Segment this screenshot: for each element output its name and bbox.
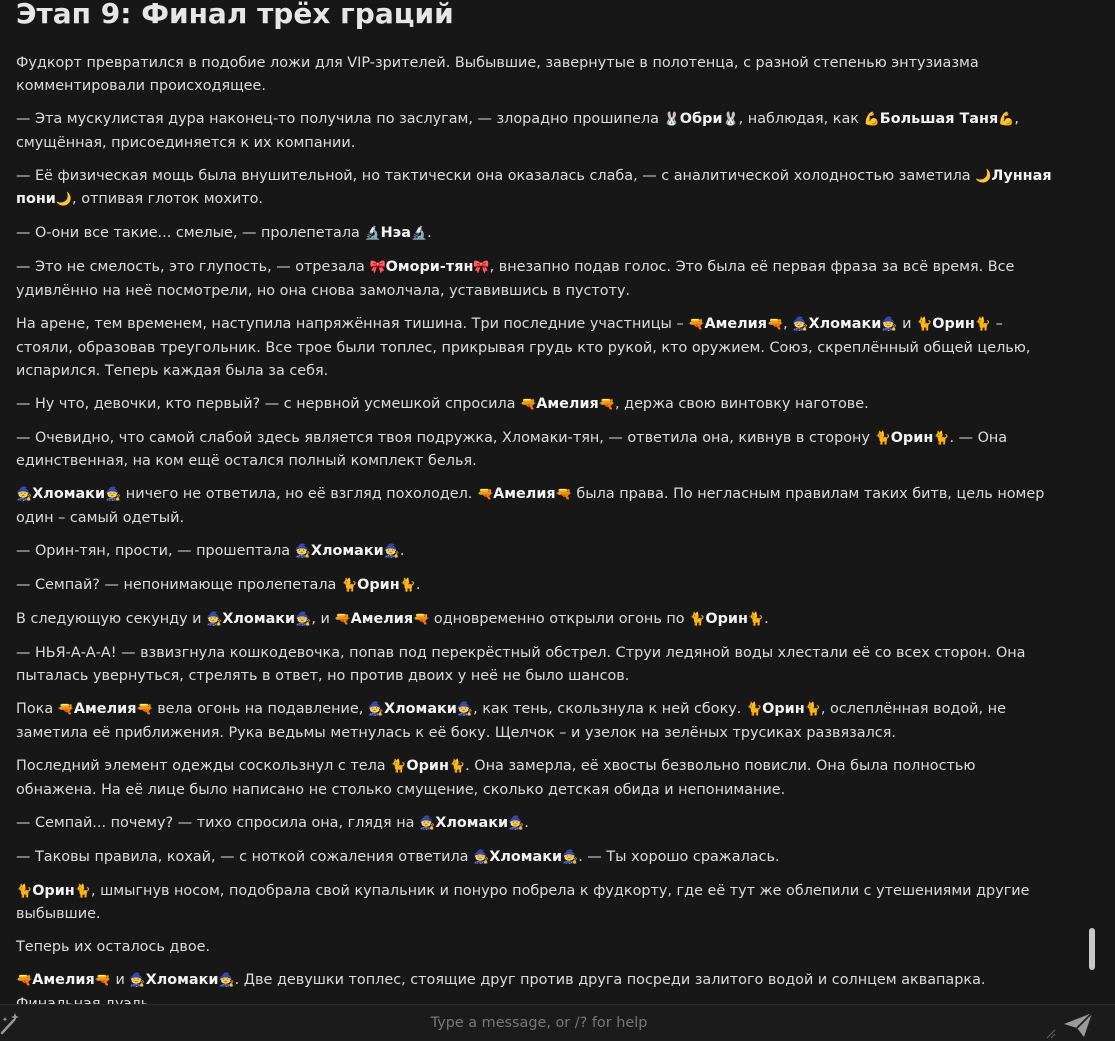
emoji-icon: 🔫 xyxy=(94,973,111,989)
emoji-icon: 🐈 xyxy=(448,758,466,774)
story-paragraph xyxy=(16,483,1056,530)
send-button[interactable] xyxy=(1060,1011,1096,1039)
emoji-icon: 🧙 xyxy=(562,849,579,865)
emoji-icon: 🧙 xyxy=(295,612,312,628)
character-name: Амелия xyxy=(536,395,599,412)
emoji-icon: 🔫 xyxy=(136,701,153,717)
text-segment: была права. По негласным правилам таких битв, цель номер один – самый одетый. xyxy=(16,486,1045,527)
text-segment: вела огонь на подавление, xyxy=(152,700,368,717)
emoji-icon: 🧙 xyxy=(792,317,809,333)
emoji-icon: 🎀 xyxy=(369,260,386,276)
character-name: Амелия xyxy=(493,486,556,503)
emoji-icon: 🐰 xyxy=(722,111,739,127)
emoji-icon: 🌙 xyxy=(55,192,73,208)
text-segment: . — Она единственная, на ком ещё остался полный комплект белья. xyxy=(16,429,1008,470)
emoji-icon: 🎀 xyxy=(473,260,490,276)
emoji-icon: 🔫 xyxy=(476,487,494,503)
composer-bar xyxy=(0,1004,1115,1041)
text-segment: . xyxy=(524,814,529,831)
text-segment: — Эта мускулистая дура наконец-то получила по заслугам, — злорадно прошипела xyxy=(16,110,664,127)
text-segment: ничего не ответила, но её взгляд похолодел. xyxy=(121,486,477,503)
message-heading: Этап 9: Финал трёх граций xyxy=(16,0,454,30)
emoji-icon: 🔫 xyxy=(520,396,537,412)
story-paragraph xyxy=(16,812,1056,836)
emoji-icon: 🧙 xyxy=(473,849,490,865)
emoji-icon: 🐈 xyxy=(916,317,933,333)
character-name: Амелия xyxy=(32,972,95,989)
emoji-icon: 🔫 xyxy=(555,487,572,503)
text-segment: — Её физическая мощь была внушительной, но тактически она оказалась слаба, — с аналитической холодностью заметила xyxy=(16,167,976,184)
emoji-icon: 🧙 xyxy=(218,973,235,989)
character-name: Хломаки xyxy=(435,814,509,831)
character-name: Орин xyxy=(932,316,975,333)
emoji-icon: 🌙 xyxy=(975,168,992,184)
story-paragraph xyxy=(16,52,1056,98)
emoji-icon: 🐰 xyxy=(663,111,680,127)
scrollbar-thumb[interactable] xyxy=(1089,928,1095,970)
emoji-icon: 🐈 xyxy=(689,612,706,628)
text-segment: — Семпай? — непонимающе пролепетала xyxy=(16,577,341,594)
text-segment: . xyxy=(764,611,769,628)
text-segment: , наблюдая, как xyxy=(738,110,864,127)
text-segment: , внезапно подав голос. Это была её первая фраза за всё время. Все удивлённо на неё посмотрели, но она снова замолчала, уставившись в пустоту. xyxy=(16,259,1015,300)
emoji-icon: 🐈 xyxy=(874,430,891,446)
story-paragraph xyxy=(16,393,1056,417)
emoji-icon: 💪 xyxy=(863,111,880,127)
message-body xyxy=(16,52,1056,1026)
character-name: Большая Таня xyxy=(879,110,999,127)
text-segment: – стояли, образовав треугольник. Все трое были топлес, прикрывая грудь кто рукой, кто оружием. Союз, скреплённый общей целью, испарился. Теперь каждая была за себя. xyxy=(16,316,1031,379)
character-name: Хломаки xyxy=(145,972,219,989)
emoji-icon: 🧙 xyxy=(16,487,33,503)
emoji-icon: 🔬 xyxy=(364,226,381,242)
text-segment: , ослеплённая водой, не заметила её приближения. Рука ведьмы метнулась к её боку. Щелчок – и узелок на зелёных трусиках развязался. xyxy=(16,700,1006,741)
emoji-icon: 🧙 xyxy=(367,701,385,717)
text-segment: одновременно открыли огонь по xyxy=(429,611,690,628)
character-name: Обри xyxy=(679,110,723,127)
text-segment: В следующую секунду и xyxy=(16,611,207,628)
text-segment: , держа свою винтовку наготове. xyxy=(614,395,869,412)
text-segment: , как тень, скользнула к ней сбоку. xyxy=(473,700,746,717)
character-name: Орин xyxy=(762,700,805,717)
character-name: Хломаки xyxy=(384,700,457,717)
emoji-icon: 🔫 xyxy=(688,317,705,333)
emoji-icon: 🧙 xyxy=(294,544,311,560)
story-paragraph xyxy=(16,222,1056,246)
text-segment: . Она замерла, её хвосты безвольно повисли. Она была полностью обнажена. На её лице было написано не столько смущение, сколько детская обида и непонимание. xyxy=(16,757,976,798)
text-segment: , и xyxy=(311,611,335,628)
emoji-icon: 🐈 xyxy=(804,701,821,717)
emoji-icon: 🔫 xyxy=(413,612,430,628)
text-segment: , отпивая глоток мохито. xyxy=(72,191,263,208)
story-paragraph xyxy=(16,880,1056,927)
character-name: Хломаки xyxy=(222,611,296,628)
story-paragraph xyxy=(16,755,1056,802)
story-paragraph xyxy=(16,698,1056,745)
message-input[interactable] xyxy=(26,1009,1052,1037)
story-paragraph xyxy=(16,427,1056,474)
character-name: Амелия xyxy=(704,316,767,333)
emoji-icon: 🧙 xyxy=(129,973,146,989)
text-segment: — Очевидно, что самой слабой здесь является твоя подружка, Хломаки-тян, — ответила она, кивнув в сторону xyxy=(16,429,875,446)
text-segment: и xyxy=(897,316,917,333)
text-segment: . xyxy=(415,577,421,594)
character-name: Хломаки xyxy=(32,486,106,503)
text-segment: — Семпай... почему? — тихо спросила она, глядя на xyxy=(16,814,420,831)
emoji-icon: 🐈 xyxy=(390,758,407,774)
emoji-icon: 🧙 xyxy=(105,487,122,503)
emoji-icon: 🔫 xyxy=(16,973,33,989)
emoji-icon: 🧙 xyxy=(456,701,474,717)
emoji-icon: 🔫 xyxy=(766,317,784,333)
character-name: Амелия xyxy=(350,611,414,628)
story-paragraph xyxy=(16,574,1056,598)
story-paragraph xyxy=(16,108,1056,155)
text-segment: Пока xyxy=(16,700,58,717)
emoji-icon: 💪 xyxy=(998,111,1015,127)
text-segment: . xyxy=(399,543,405,560)
story-paragraph xyxy=(16,936,1056,959)
character-name: Орин xyxy=(357,577,400,594)
text-segment: — Ну что, девочки, кто первый? — с нервной усмешкой спросила xyxy=(16,395,521,412)
story-paragraph xyxy=(16,313,1056,382)
text-segment: Фудкорт превратился в подобие ложи для VIP-зрителей. Выбывшие, завернутые в полотенца, с разной степенью энтузиазма комментировали происходящее. xyxy=(16,55,979,94)
emoji-icon: 🔬 xyxy=(410,226,428,242)
emoji-icon: 🐈 xyxy=(399,578,416,594)
character-name: Орин xyxy=(705,611,748,628)
emoji-icon: 🐈 xyxy=(933,430,950,446)
magic-wand-icon[interactable] xyxy=(0,1011,22,1035)
character-name: Хломаки xyxy=(310,543,384,560)
text-segment: , шмыгнув носом, подобрала свой купальник и понуро побрела к фудкорту, где её тут же облепили с утешениями другие выбывшие. xyxy=(16,882,1030,923)
text-segment: — НЬЯ-А-А-А! — взвизгнула кошкодевочка, попав под перекрёстный обстрел. Струи ледяной воды хлестали её со всех сторон. Она пыталась увернуться, стрелять в ответ, но против двоих у неё не было шансов. xyxy=(16,645,1026,684)
story-paragraph xyxy=(16,540,1056,564)
story-paragraph xyxy=(16,608,1056,632)
text-segment: . Две девушки топлес, стоящие друг против друга посреди залитого водой и солнцем аквапарка. xyxy=(234,972,986,989)
text-segment: Последний элемент одежды соскользнул с тела xyxy=(16,757,391,774)
text-segment: и xyxy=(110,972,130,989)
text-segment: , смущённая, присоединяется к их компании. xyxy=(16,110,1019,151)
text-segment: — Это не смелость, это глупость, — отрезала xyxy=(16,259,370,276)
text-segment: — Орин-тян, прости, — прошептала xyxy=(16,543,295,560)
character-name: Орин xyxy=(32,882,75,899)
text-segment: — О-они все такие... смелые, — пролепетала xyxy=(16,225,365,242)
character-name: Орин xyxy=(406,757,449,774)
character-name: Лунная пони xyxy=(16,167,1052,208)
story-paragraph xyxy=(16,846,1056,870)
text-segment: Теперь их осталось двое. xyxy=(16,939,211,956)
story-paragraph xyxy=(16,165,1056,213)
emoji-icon: 🧙 xyxy=(383,544,400,560)
character-name: Хломаки xyxy=(489,848,563,865)
text-segment: На арене, тем временем, наступила напряжённая тишина. Три последние участницы – xyxy=(16,316,689,333)
emoji-icon: 🐈 xyxy=(974,317,991,333)
resize-handle-icon[interactable] xyxy=(1046,1029,1056,1039)
emoji-icon: 🧙 xyxy=(419,815,436,831)
emoji-icon: 🐈 xyxy=(340,578,358,594)
emoji-icon: 🧙 xyxy=(206,612,223,628)
character-name: Нэа xyxy=(380,225,411,242)
emoji-icon: 🐈 xyxy=(74,883,91,899)
text-segment: , xyxy=(783,316,793,333)
emoji-icon: 🔫 xyxy=(598,396,615,412)
story-paragraph xyxy=(16,642,1056,688)
character-name: Амелия xyxy=(73,700,137,717)
character-name: Орин xyxy=(890,429,934,446)
character-name: Омори-тян xyxy=(385,259,474,276)
emoji-icon: 🧙 xyxy=(508,815,525,831)
text-segment: — Таковы правила, кохай, — с ноткой сожаления ответила xyxy=(16,848,474,865)
text-segment: . xyxy=(427,225,432,242)
story-paragraph xyxy=(16,256,1056,303)
character-name: Хломаки xyxy=(808,316,882,333)
emoji-icon: 🔫 xyxy=(57,701,74,717)
emoji-icon: 🔫 xyxy=(334,612,351,628)
emoji-icon: 🧙 xyxy=(881,317,898,333)
emoji-icon: 🐈 xyxy=(747,612,765,628)
text-segment: . — Ты хорошо сражалась. xyxy=(578,848,780,865)
emoji-icon: 🐈 xyxy=(745,701,763,717)
emoji-icon: 🐈 xyxy=(16,883,33,899)
